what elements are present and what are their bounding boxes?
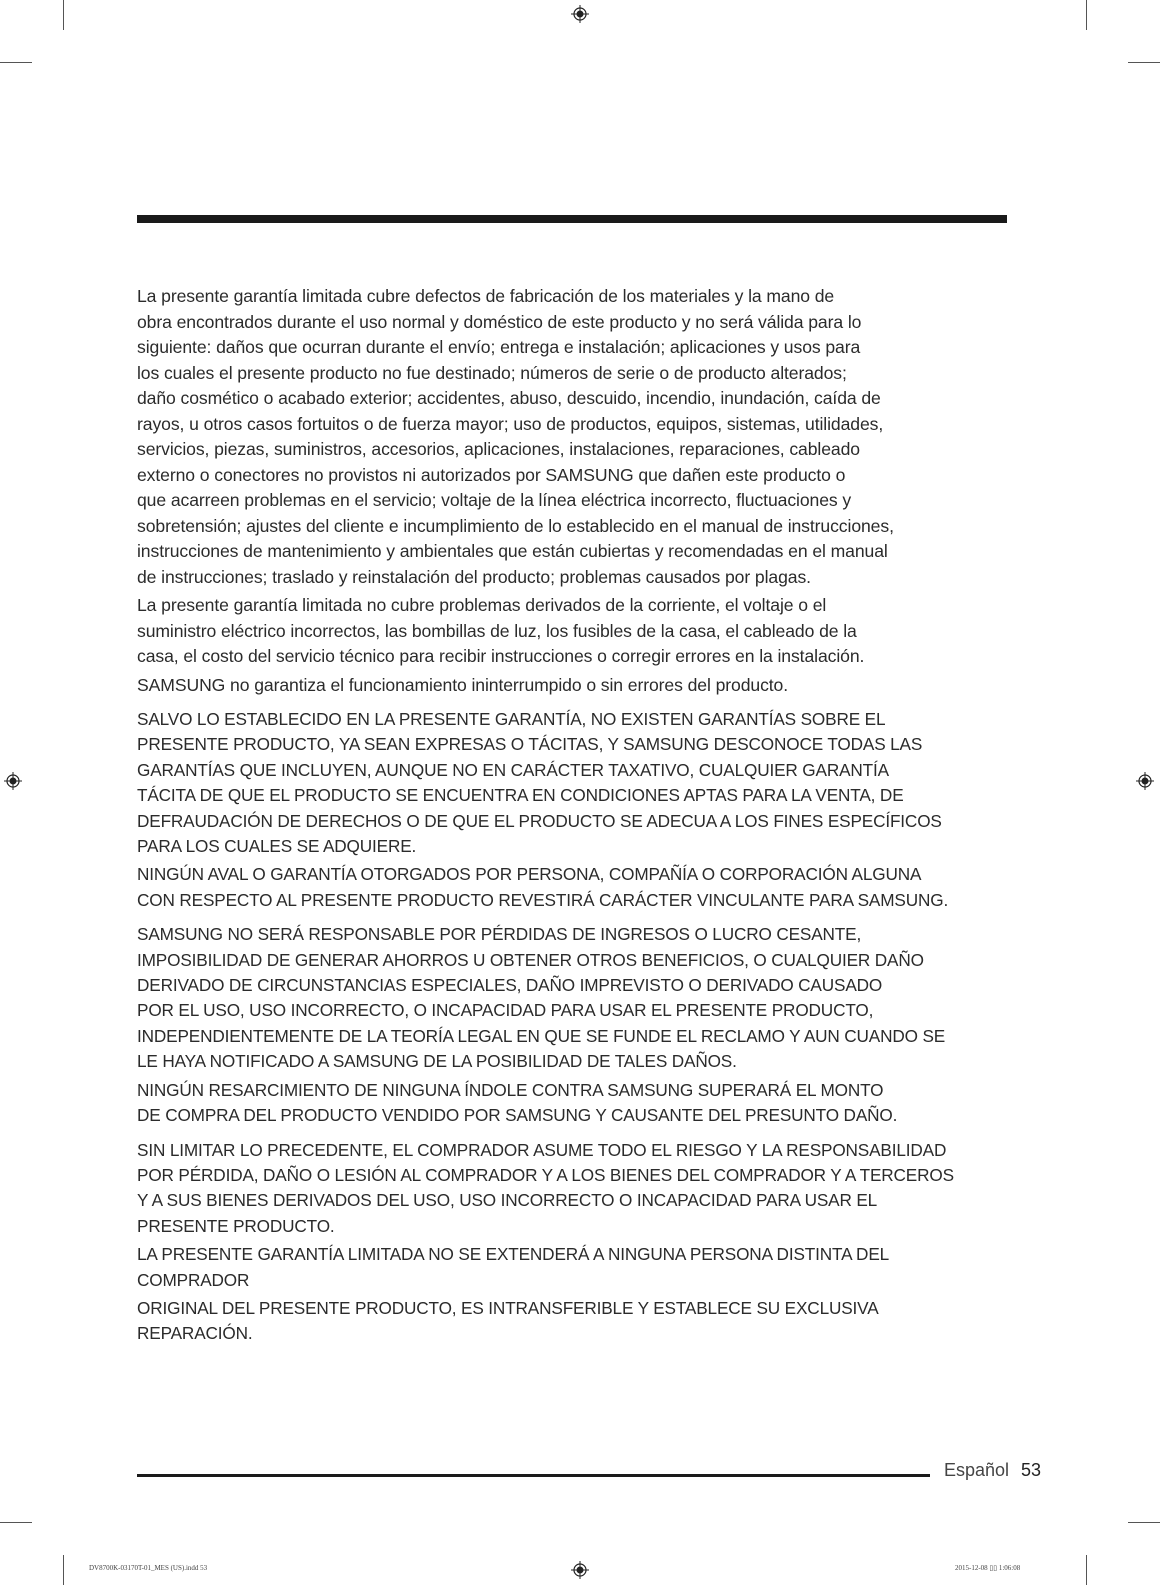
paragraph: SALVO LO ESTABLECIDO EN LA PRESENTE GARANTÍA, NO EXISTEN GARANTÍAS SOBRE EL PRESENTE PRODUCTO, YA SEAN EXPRESAS O TÁCITAS, Y SAMSUNG DESCONOCE TODAS LAS GARANTÍAS QUE INCLUYEN, AUNQUE NO EN CARÁCTER TAXATIVO, CUALQUIER GARANTÍA TÁCITA DE QUE EL PRODUCTO SE ENCUENTRA EN CONDICIONES APTAS PARA LA VENTA, DE DEFRAUDACIÓN DE DERECHOS O DE QUE EL PRODUCTO SE ADECUA A LOS FINES ESPECÍFICOS PARA LOS CUALES SE ADQUIERE. — [137, 709, 942, 857]
print-slug-file: DV8700K-03170T-01_MES (US).indd 53 — [89, 1564, 208, 1572]
crop-mark — [63, 1555, 64, 1585]
paragraph: NINGÚN RESARCIMIENTO DE NINGUNA ÍNDOLE CONTRA SAMSUNG SUPERARÁ EL MONTO DE COMPRA DEL PRODUCTO VENDIDO POR SAMSUNG Y CAUSANTE DEL PRESUNTO DAÑO. — [137, 1079, 898, 1126]
registration-mark-icon — [571, 5, 589, 23]
crop-mark — [1086, 1555, 1087, 1585]
paragraph: La presente garantía limitada cubre defectos de fabricación de los materiales y la mano de obra encontrados durante el uso normal y doméstico de este producto y no será válida para lo siguiente: daños que ocurran durante el envío; entrega e instalación; aplicaciones y usos para los cuales el presente producto no fue destinado; números de serie o de producto alterados; daño cosmético o acabado exterior; accidentes, abuso, descuido, incendio, inundación, caída de rayos, u otros casos fortuitos o de fuerza mayor; uso de productos, equipos, sistemas, utilidades, servicios, piezas, suministros, accesorios, aplicaciones, instalaciones, reparaciones, cableado externo o conectores no provistos ni autorizados por SAMSUNG que dañen este producto o que acarreen problemas en el servicio; voltaje de la línea eléctrica incorrecto, fluctuaciones y sobretensión; ajustes del cliente e incumplimiento de lo establecido en el manual de instrucciones, instrucciones de mantenimiento y ambientales que están cubiertas y recomendadas en el manual de instrucciones; traslado y reinstalación del producto; problemas causados por plagas. — [137, 286, 894, 587]
paragraph: SAMSUNG NO SERÁ RESPONSABLE POR PÉRDIDAS DE INGRESOS O LUCRO CESANTE, IMPOSIBILIDAD DE GENERAR AHORROS U OBTENER OTROS BENEFICIOS, O CUALQUIER DAÑO DERIVADO DE CIRCUNSTANCIAS ESPECIALES, DAÑO IMPREVISTO O DERIVADO CAUSADO POR EL USO, USO INCORRECTO, O INCAPACIDAD PARA USAR EL PRESENTE PRODUCTO, INDEPENDIENTEMENTE DE LA TEORÍA LEGAL EN QUE SE FUNDE EL RECLAMO Y AUN CUANDO SE LE HAYA NOTIFICADO A SAMSUNG DE LA POSIBILIDAD DE TALES DAÑOS. — [137, 924, 946, 1072]
crop-mark — [1128, 1522, 1160, 1523]
registration-mark-icon — [571, 1561, 589, 1579]
footer-language: Español — [944, 1460, 1010, 1480]
paragraph: ORIGINAL DEL PRESENTE PRODUCTO, ES INTRANSFERIBLE Y ESTABLECE SU EXCLUSIVA REPARACIÓN. — [137, 1297, 879, 1344]
paragraph: SIN LIMITAR LO PRECEDENTE, EL COMPRADOR ASUME TODO EL RIESGO Y LA RESPONSABILIDAD POR PÉRDIDA, DAÑO O LESIÓN AL COMPRADOR Y A LOS BIENES DEL COMPRADOR Y A TERCEROS Y A SUS BIENES DERIVADOS DEL USO, USO INCORRECTO O INCAPACIDAD PARA USAR EL PRESENTE PRODUCTO. — [137, 1139, 954, 1236]
paragraph: NINGÚN AVAL O GARANTÍA OTORGADOS POR PERSONA, COMPAÑÍA O CORPORACIÓN ALGUNA CON RESPECTO AL PRESENTE PRODUCTO REVESTIRÁ CARÁCTER VINCULANTE PARA SAMSUNG. — [137, 864, 949, 910]
page-number: 53 — [1021, 1460, 1042, 1480]
crop-mark — [0, 62, 32, 63]
registration-mark-icon — [1136, 772, 1154, 790]
paragraph: SAMSUNG no garantiza el funcionamiento ininterrumpido o sin errores del producto. — [137, 674, 789, 695]
warranty-text — [137, 284, 1017, 1347]
registration-mark-icon — [4, 772, 22, 790]
crop-mark — [1128, 62, 1160, 63]
crop-mark — [0, 1522, 32, 1523]
paragraph: LA PRESENTE GARANTÍA LIMITADA NO SE EXTENDERÁ A NINGUNA PERSONA DISTINTA DEL COMPRADOR — [137, 1244, 890, 1290]
footer-rule — [137, 1474, 930, 1477]
crop-mark — [63, 0, 64, 30]
crop-mark — [1086, 0, 1087, 30]
top-rule — [137, 215, 1007, 223]
paragraph: La presente garantía limitada no cubre problemas derivados de la corriente, el voltaje o el suministro eléctrico incorrectos, las bombillas de luz, los fusibles de la casa, el cableado de la casa, el costo del servicio técnico para recibir instrucciones o corregir errores en la instalación. — [137, 595, 865, 666]
print-slug-date: 2015-12-08 ▯▯ 1:06:08 — [955, 1564, 1021, 1572]
